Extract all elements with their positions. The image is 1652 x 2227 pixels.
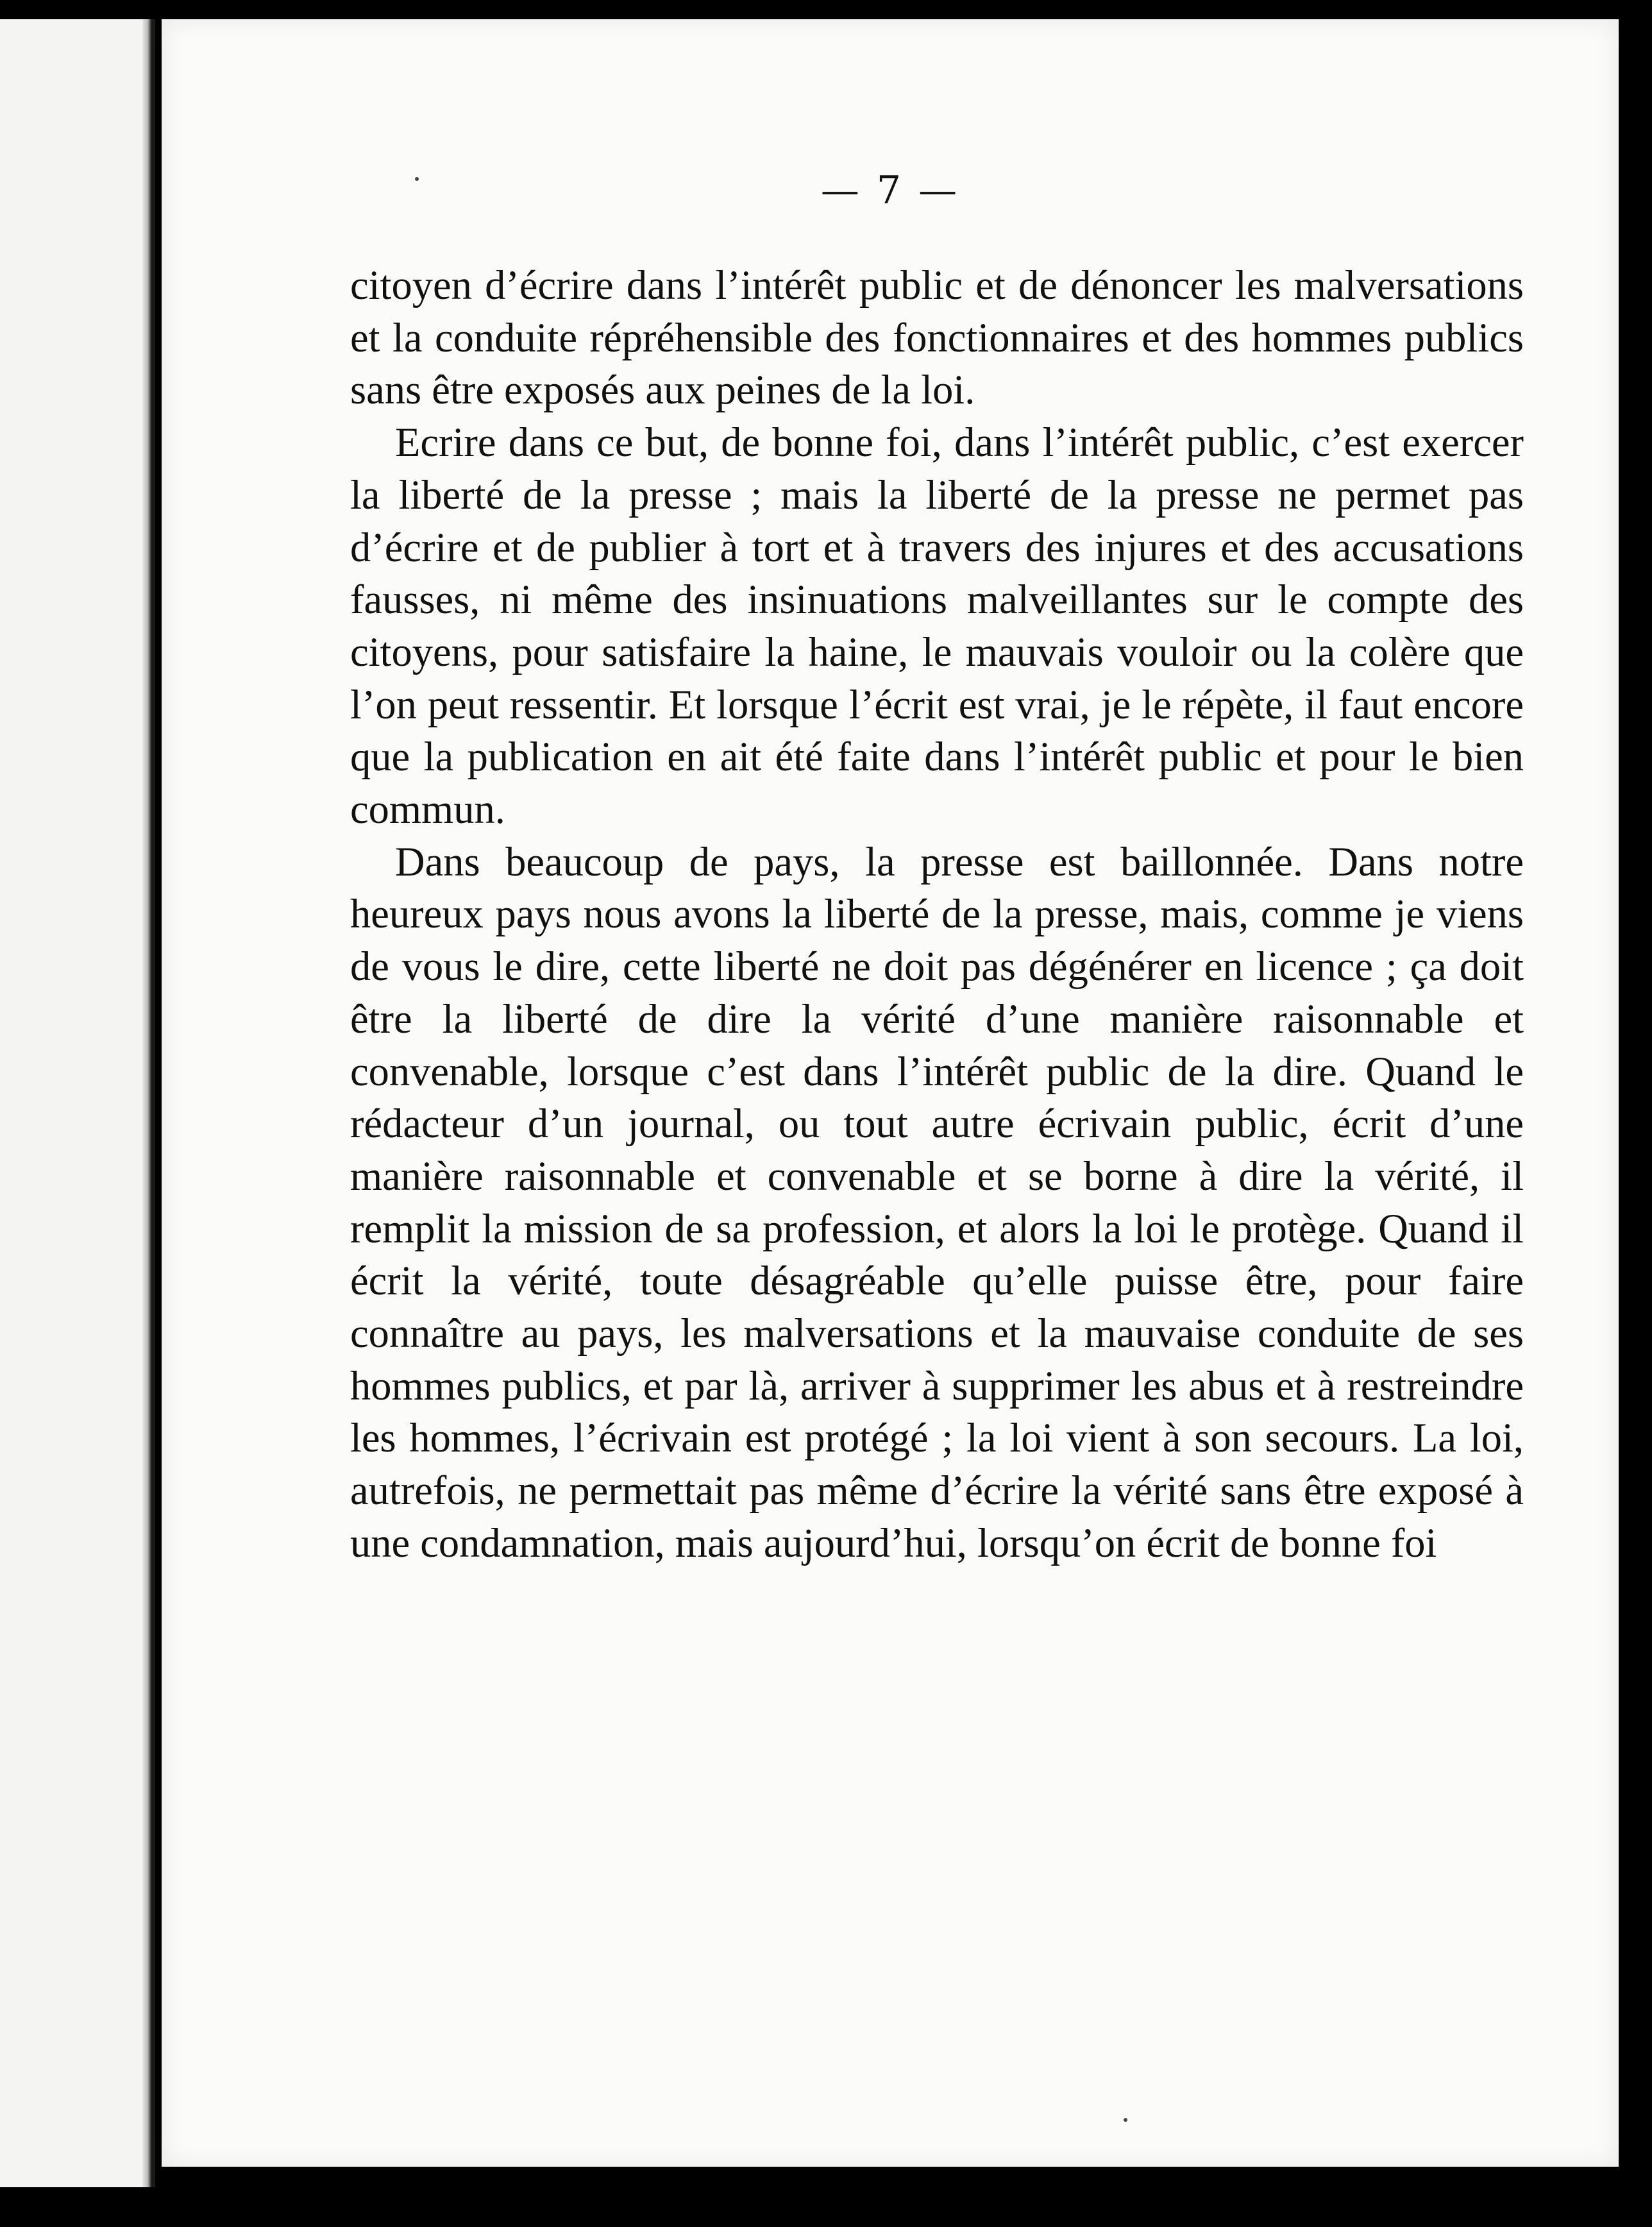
paragraph-1: citoyen d’écrire dans l’intérêt public et de dénoncer les malversations et la conduite répréhensible des fonctionnaires et des hommes publics sans être exposés aux peines de la loi. bbox=[350, 262, 1524, 413]
page-number: — 7 — bbox=[820, 168, 960, 213]
print-speck bbox=[415, 177, 419, 181]
print-speck bbox=[1124, 2118, 1127, 2122]
book-spine bbox=[142, 19, 151, 2187]
paragraph-2: Ecrire dans ce but, de bonne foi, dans l’intérêt public, c’est exercer la liberté de la presse ; mais la liberté de la presse ne permet pas d’écrire et de publier à tort et à travers des injures et des accusations fausses, ni même des insinuations malveillantes sur le compte des citoyens, pour satisfaire la haine, le mauvais vouloir ou la colère que l’on peut ressentir. Et lorsque l’écrit est vrai, je le répète, il faut encore que la publication en ait été faite dans l’intérêt public et pour le bien commun. bbox=[350, 419, 1524, 833]
book-page bbox=[162, 19, 1619, 2167]
paragraph-3: Dans beaucoup de pays, la presse est baillonnée. Dans notre heureux pays nous avons la liberté de la presse, mais, comme je viens de vous le dire, cette liberté ne doit pas dégénérer en licence ; ça doit être la liberté de dire la vérité d’une manière raisonnable et convenable, lorsque c’est dans l’intérêt public de la dire. Quand le rédacteur d’un journal, ou tout autre écrivain public, écrit d’une manière raisonnable et convenable et se borne à dire la vérité, il remplit la mission de sa profession, et alors la loi le protège. Quand il écrit la vérité, toute désagréable qu’elle puisse être, pour faire connaître au pays, les malversations et la mauvaise conduite de ses hommes publics, et par là, arriver à supprimer les abus et à restreindre les hommes, l’écrivain est protégé ; la loi vient à son secours. La loi, autrefois, ne permettait pas même d’écrire la vérité sans être exposé à une condamnation, mais aujourd’hui, lorsqu’on écrit de bonne foi bbox=[350, 838, 1524, 1566]
left-page-edge bbox=[0, 19, 155, 2187]
body-text bbox=[350, 259, 1524, 1570]
